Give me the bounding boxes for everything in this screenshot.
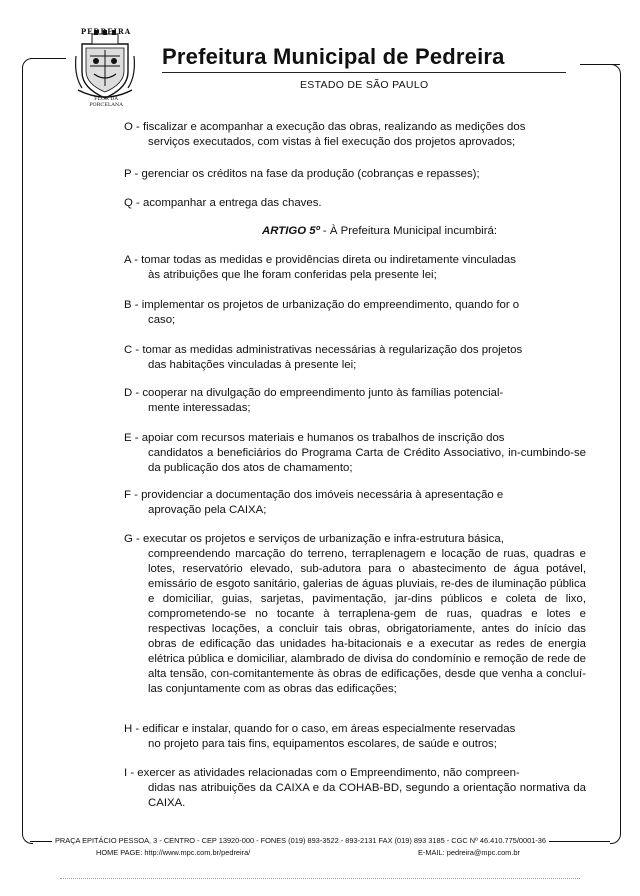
title-underline — [162, 72, 566, 73]
list-item-p — [124, 167, 586, 182]
item-continuation: às atribuições que lhe foram conferidas pela presente lei; — [148, 269, 437, 281]
footer-homepage: HOME PAGE: http://www.mpc.com.br/pedreira/ — [96, 848, 251, 857]
header-rule-right — [580, 64, 620, 65]
article-heading — [262, 224, 497, 239]
header-rule-left — [30, 58, 66, 59]
left-border-bracket — [22, 58, 33, 844]
list-item-d — [124, 386, 586, 416]
item-continuation: aprovação pela CAIXA; — [148, 504, 267, 516]
footer-address: PRAÇA EPITÁCIO PESSOA, 3 - CENTRO - CEP 13920-000 - FONES (019) 893-3522 - 893-2131 FAX (019) 893 3185 - CGC Nº 46.410.775/0001-36 — [52, 836, 549, 845]
item-continuation: didas nas atribuições da CAIXA e da COHAB-BD, segundo a orientação normativa da CAIXA. — [148, 782, 586, 809]
scan-artifact-line — [60, 878, 580, 880]
right-border-bracket — [610, 64, 621, 844]
list-item-a — [124, 253, 586, 283]
item-continuation: serviços executados, com vistas à fiel execução dos projetos aprovados; — [148, 136, 516, 148]
item-continuation: mente interessadas; — [148, 402, 251, 414]
page-title: Prefeitura Municipal de Pedreira — [162, 44, 505, 69]
item-continuation: das habitações vinculadas à presente lei; — [148, 359, 357, 371]
item-first-line: C - tomar as medidas administrativas necessárias à regularização dos projetos — [124, 344, 523, 356]
item-first-line: P - gerenciar os créditos na fase da produção (cobranças e repasses); — [124, 168, 480, 180]
list-item-g — [124, 532, 586, 697]
item-first-line: E - apoiar com recursos materiais e humanos os trabalhos de inscrição dos — [124, 432, 505, 444]
item-first-line: A - tomar todas as medidas e providências direta ou indiretamente vinculadas — [124, 254, 516, 266]
footer-email: E-MAIL: pedreira@mpc.com.br — [418, 848, 520, 857]
list-item-b — [124, 298, 586, 328]
list-item-i — [124, 766, 586, 811]
list-item-f — [124, 488, 586, 518]
item-first-line: F - providenciar a documentação dos imóveis necessária à apresentação e — [124, 489, 504, 501]
item-first-line: H - edificar e instalar, quando for o caso, em áreas especialmente reservadas — [124, 723, 516, 735]
list-item-c — [124, 343, 586, 373]
item-continuation: compreendendo marcação do terreno, terraplenagem e locação de ruas, quadras e lotes, reservatório elevado, sub-adutora para o abastecimento de água potável, emissário de esgoto sanitário, galerias de águas pluviais, re-des de iluminação pública e domiciliar, guias, sarjetas, pavimentação, jar-dins públicos e coleta de lixo, comprometendo-se no tocante à terraplena-gem de ruas, quadras e lotes e respectivas locações, a concluir tais obras, obrigatoriamente, antes do início das obras de edificação das unidades ha-bitacionais e a executar as redes de energia elétrica pública e domiciliar, alambrado de divisa do condomínio e remoção de rede de alta tensão, con-comitantemente às obras de edificações, desde que venha a concluí-las conjuntamente com as obras das edificações; — [148, 548, 586, 695]
list-item-h — [124, 722, 586, 752]
crest-bottom-text: FLOR DA PORCELANA — [89, 96, 123, 108]
list-item-o — [124, 120, 586, 150]
item-first-line: G - executar os projetos e serviços de urbanização e infra-estrutura básica, — [124, 533, 504, 545]
article-label: ARTIGO 5º — [262, 225, 320, 237]
article-text: - À Prefeitura Municipal incumbirá: — [319, 225, 498, 237]
item-continuation: caso; — [148, 314, 176, 326]
item-first-line: I - exercer as atividades relacionadas com o Empreendimento, não compreen- — [124, 767, 520, 779]
city-crest-icon — [74, 26, 136, 102]
item-first-line: O - fiscalizar e acompanhar a execução das obras, realizando as medições dos — [124, 121, 526, 133]
list-item-q — [124, 196, 586, 211]
crest-top-text: PEDREIRA — [80, 27, 132, 36]
item-first-line: D - cooperar na divulgação do empreendimento junto às famílias potencial- — [124, 387, 504, 399]
item-first-line: B - implementar os projetos de urbanização do empreendimento, quando for o — [124, 299, 520, 311]
item-continuation: candidatos a beneficiários do Programa Carta de Crédito Associativo, in-cumbindo-se da publicação dos atos de chamamento; — [148, 447, 586, 474]
item-first-line: Q - acompanhar a entrega das chaves. — [124, 197, 322, 209]
list-item-e — [124, 431, 586, 476]
item-continuation: no projeto para tais fins, equipamentos escolares, de saúde e outros; — [148, 738, 497, 750]
state-subtitle: ESTADO DE SÃO PAULO — [300, 79, 429, 91]
